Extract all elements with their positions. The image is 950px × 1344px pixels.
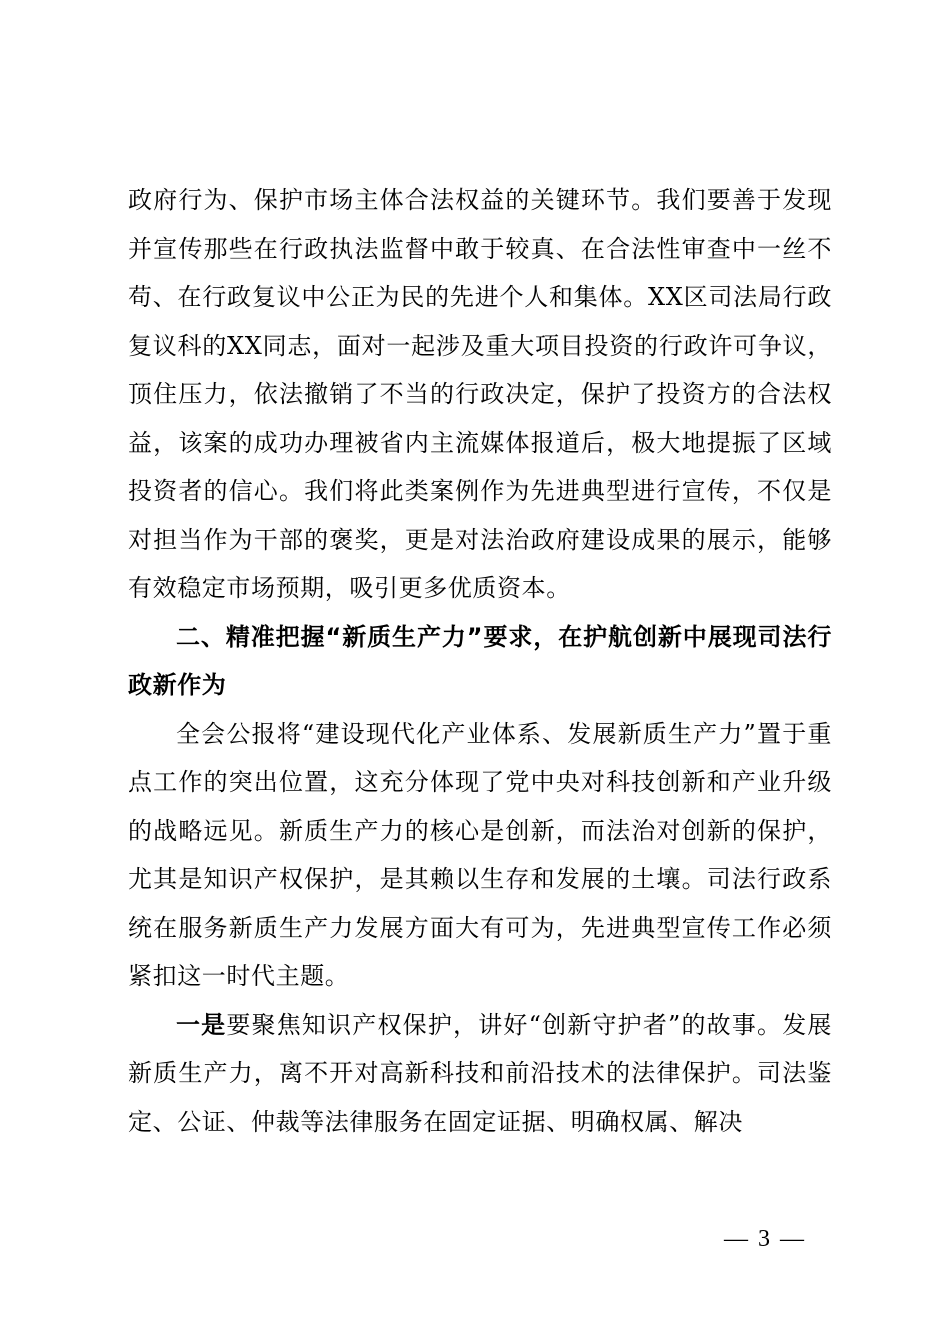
page-number: — 3 — [724,1226,806,1252]
document-body [128,176,832,1146]
paragraph-section-intro: 全会公报将“建设现代化产业体系、发展新质生产力”置于重点工作的突出位置，这充分体现了党中央对科技创新和产业升级的战略远见。新质生产力的核心是创新，而法治对创新的保护，尤其是知识产权保护，是其赖以生存和发展的土壤。司法行政系统在服务新质生产力发展方面大有可为，先进典型宣传工作必须紧扣这一时代主题。 [128,719,832,990]
paragraph-point-one [128,1001,832,1147]
point-one-lead: 一是 [176,1010,227,1039]
paragraph-continuation: 政府行为、保护市场主体合法权益的关键环节。我们要善于发现并宣传那些在行政执法监督中敢于较真、在合法性审查中一丝不苟、在行政复议中公正为民的先进个人和集体。XX区司法局行政复议科的XX同志，面对一起涉及重大项目投资的行政许可争议，顶住压力，依法撤销了不当的行政决定，保护了投资方的合法权益，该案的成功办理被省内主流媒体报道后，极大地提振了区域投资者的信心。我们将此类案例作为先进典型进行宣传，不仅是对担当作为干部的褒奖，更是对法治政府建设成果的展示，能够有效稳定市场预期，吸引更多优质资本。 [128,186,832,602]
section-heading: 二、精准把握“新质生产力”要求，在护航创新中展现司法行政新作为 [128,622,832,699]
point-one-text: 要聚焦知识产权保护，讲好“创新守护者”的故事。发展新质生产力，离不开对高新科技和前沿技术的法律保护。司法鉴定、公证、仲裁等法律服务在固定证据、明确权属、解决 [128,1010,832,1136]
